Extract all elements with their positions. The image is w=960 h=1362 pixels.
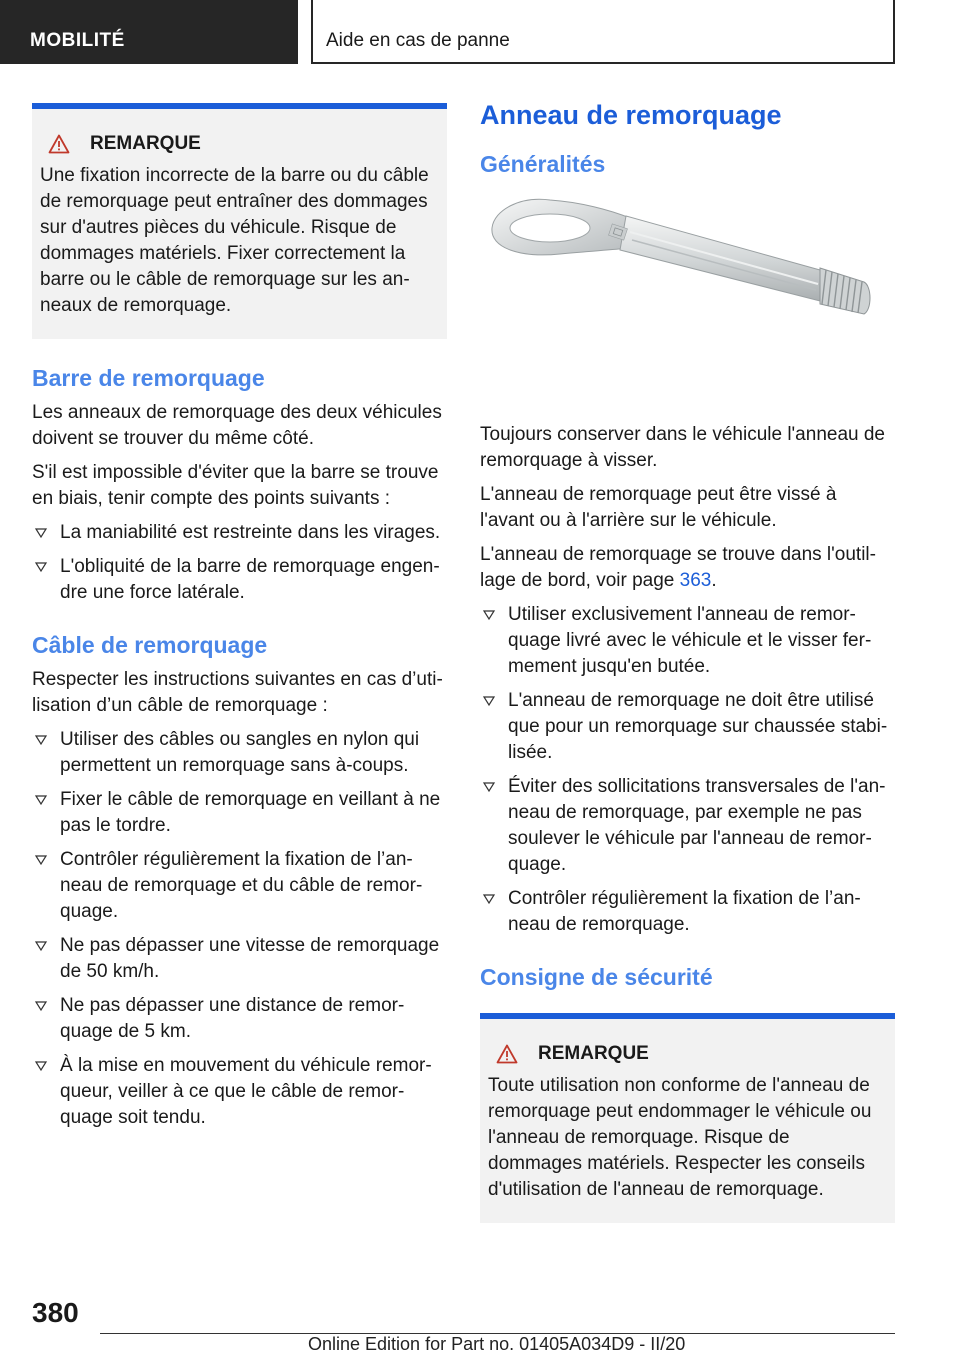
list-item — [32, 933, 447, 985]
footer-edition: Online Edition for Part no. 01405A034D9 - II/20 — [308, 1334, 686, 1354]
bullet-list — [480, 602, 895, 938]
page-number: 380 — [32, 1297, 79, 1328]
heading-tow-bar: Barre de remorquage — [32, 365, 265, 391]
list-item-text: Contrôler régulièrement la fixation de l’an-neau de remorquage. — [508, 888, 861, 935]
list-item-text: Fixer le câble de remorquage en veillant à ne pas le tordre. — [60, 789, 441, 836]
list-item — [480, 602, 895, 680]
triangle-bullet-icon — [482, 891, 496, 905]
notice-body: Toute utilisation non conforme de l'anneau de remorquage peut endommager le véhicule ou l'anneau de remorquage. Risque de dommages matériels. Respecter les conseils d'utilisation de l'anneau de remorquage. — [488, 1075, 872, 1200]
triangle-bullet-icon — [34, 938, 48, 952]
list-item-text: Contrôler régulièrement la fixation de l’an-neau de remorquage et du câble de remor-quage. — [60, 849, 423, 922]
header-section-label: MOBILITÉ — [30, 30, 125, 51]
header-chapter — [311, 0, 895, 64]
heading-tow-cable: Câble de remorquage — [32, 632, 268, 658]
page-link[interactable]: 363 — [679, 570, 712, 591]
list-item — [32, 1053, 447, 1131]
header-section — [0, 0, 298, 64]
notice-title-text: REMARQUE — [90, 133, 201, 154]
paragraph: L'anneau de remorquage peut être vissé à l'avant ou à l'arrière sur le véhicule. — [480, 484, 837, 531]
list-item-text: Utiliser des câbles ou sangles en nylon qui permettent un remorquage sans à-coups. — [60, 729, 420, 776]
paragraph: Respecter les instructions suivantes en cas d’uti-lisation d’un câble de remorquage : — [32, 669, 443, 716]
left-column — [32, 103, 447, 1139]
notice-box — [32, 103, 447, 339]
triangle-bullet-icon — [34, 792, 48, 806]
triangle-bullet-icon — [482, 607, 496, 621]
paragraph-text: L'anneau de remorquage se trouve dans l'outil-lage de bord, voir page — [480, 544, 876, 591]
list-item-text: L'anneau de remorquage ne doit être utilisé que pour un remorquage sur chaussée stabi-lisée. — [508, 690, 888, 763]
list-item-text: Éviter des sollicitations transversales de l'an-neau de remorquage, par exemple ne pas soulever le véhicule par l'anneau de remor-quage. — [508, 776, 886, 875]
list-item — [32, 787, 447, 839]
list-item — [32, 520, 447, 546]
triangle-bullet-icon — [34, 998, 48, 1012]
list-item-text: Ne pas dépasser une vitesse de remorquage de 50 km/h. — [60, 935, 440, 982]
list-item-text: Utiliser exclusivement l'anneau de remor-quage livré avec le véhicule et le visser fer-mement jusqu'en butée. — [508, 604, 872, 677]
notice-title-text: REMARQUE — [538, 1043, 649, 1064]
triangle-bullet-icon — [482, 693, 496, 707]
paragraph-end: . — [711, 570, 717, 591]
list-item — [32, 993, 447, 1045]
notice-title — [40, 133, 437, 155]
heading-safety: Consigne de sécurité — [480, 964, 713, 990]
list-item — [480, 774, 895, 878]
triangle-bullet-icon — [482, 779, 496, 793]
paragraph: S'il est impossible d'éviter que la barre se trouve en biais, tenir compte des points suivants : — [32, 462, 439, 509]
list-item — [480, 688, 895, 766]
list-item — [32, 727, 447, 779]
paragraph: Toujours conserver dans le véhicule l'anneau de remorquage à visser. — [480, 424, 885, 471]
towing-eye-illustration — [480, 192, 895, 422]
triangle-bullet-icon — [34, 525, 48, 539]
bullet-list — [32, 520, 447, 606]
triangle-bullet-icon — [34, 559, 48, 573]
triangle-bullet-icon — [34, 732, 48, 746]
list-item — [480, 886, 895, 938]
list-item — [32, 554, 447, 606]
triangle-bullet-icon — [34, 852, 48, 866]
paragraph-with-link — [480, 542, 895, 594]
header-chapter-label: Aide en cas de panne — [326, 30, 510, 51]
heading-general: Généralités — [480, 151, 606, 177]
paragraph: Les anneaux de remorquage des deux véhicules doivent se trouver du même côté. — [32, 402, 442, 449]
notice-title — [488, 1043, 885, 1065]
list-item — [32, 847, 447, 925]
triangle-bullet-icon — [34, 1058, 48, 1072]
towing-eye-image — [480, 192, 895, 422]
warning-triangle-icon — [48, 134, 70, 154]
notice-box — [480, 1013, 895, 1223]
bullet-list — [32, 727, 447, 1131]
warning-triangle-icon — [496, 1044, 518, 1064]
list-item-text: L'obliquité de la barre de remorquage engen-dre une force latérale. — [60, 556, 440, 603]
heading-towing-eye: Anneau de remorquage — [480, 100, 782, 130]
list-item-text: Ne pas dépasser une distance de remor-quage de 5 km. — [60, 995, 405, 1042]
list-item-text: La maniabilité est restreinte dans les virages. — [60, 522, 441, 543]
right-column — [480, 100, 895, 1223]
notice-body: Une fixation incorrecte de la barre ou du câble de remorquage peut entraîner des dommages sur d'autres pièces du véhicule. Risque de dommages matériels. Fixer correctement la barre ou le câble de remorquage sur les an-neaux de remorquage. — [40, 165, 429, 316]
list-item-text: À la mise en mouvement du véhicule remor-queur, veiller à ce que le câble de remor-quage soit tendu. — [60, 1055, 432, 1128]
